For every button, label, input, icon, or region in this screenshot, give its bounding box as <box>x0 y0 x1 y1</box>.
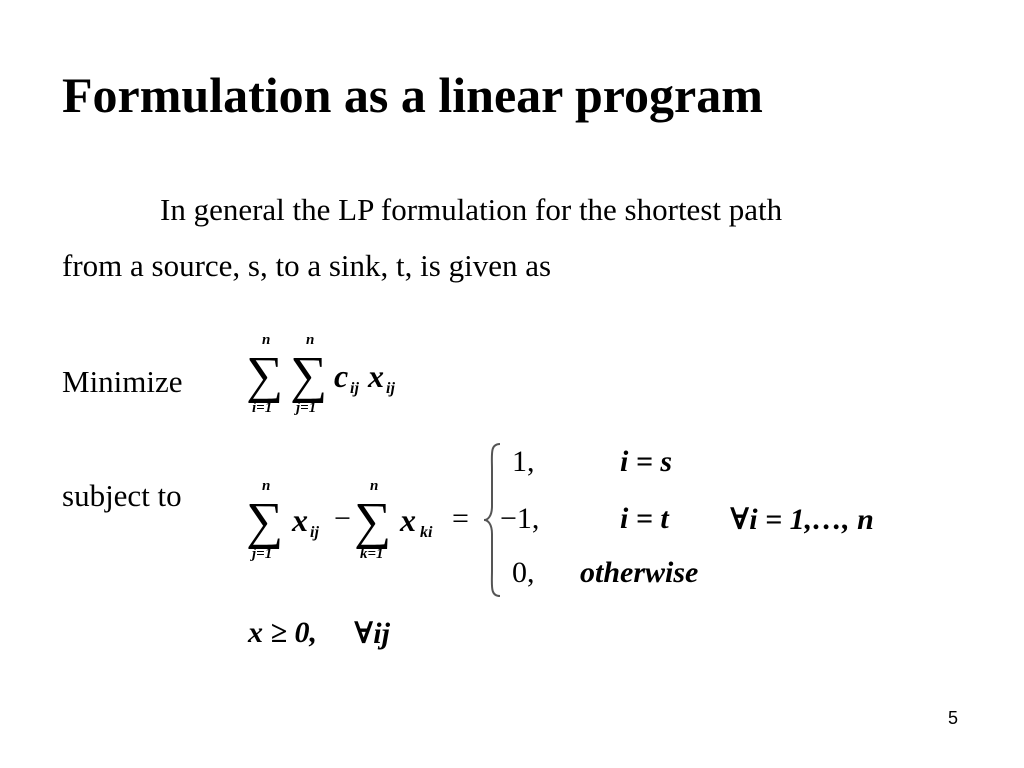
objective-c-sub: ij <box>350 380 359 397</box>
case2-condition: i = t <box>620 502 669 535</box>
page-number: 5 <box>948 708 959 728</box>
objective-sum1-sigma: ∑ <box>246 347 284 404</box>
constraint-minus: − <box>334 502 351 535</box>
slide-title: Formulation as a linear program <box>62 67 763 123</box>
constraint-equals: = <box>452 502 469 535</box>
subject-to-label: subject to <box>62 478 182 513</box>
nonnegativity-constraint: x ≥ 0, <box>248 616 317 649</box>
case3-value: 0, <box>512 556 535 589</box>
minimize-label: Minimize <box>62 364 183 399</box>
case1-condition: i = s <box>620 445 673 478</box>
constraint-sum2-sigma: ∑ <box>354 493 392 550</box>
forall-clause: ∀i = 1,…, n <box>730 503 874 536</box>
constraint-x1-sub: ij <box>310 524 319 541</box>
constraint-sum1-lower: j=1 <box>252 546 273 562</box>
constraint-x1: x <box>292 502 308 538</box>
constraint-sum1-sigma: ∑ <box>246 493 284 550</box>
case3-condition: otherwise <box>580 556 699 589</box>
intro-line-2: from a source, s, to a sink, t, is given as <box>62 248 552 283</box>
objective-sum1-lower: i=1 <box>252 400 273 416</box>
constraint-x2: x <box>400 502 416 538</box>
case1-value: 1, <box>512 445 535 478</box>
case2-value: −1, <box>500 502 540 535</box>
objective-x: x <box>368 358 384 394</box>
nonnegativity-forall: ∀ij <box>354 617 390 650</box>
objective-sum1-upper: n <box>262 332 271 348</box>
constraint-x2-sub: ki <box>420 524 433 541</box>
constraint-sum2-upper: n <box>370 478 379 494</box>
constraint-sum2-lower: k=1 <box>360 546 384 562</box>
intro-line-1: In general the LP formulation for the shortest path <box>160 192 783 227</box>
objective-c: c <box>334 358 349 394</box>
constraint-sum1-upper: n <box>262 478 271 494</box>
objective-sum2-lower: j=1 <box>296 400 317 416</box>
objective-sum2-sigma: ∑ <box>290 347 328 404</box>
objective-x-sub: ij <box>386 380 395 397</box>
objective-sum2-upper: n <box>306 332 315 348</box>
